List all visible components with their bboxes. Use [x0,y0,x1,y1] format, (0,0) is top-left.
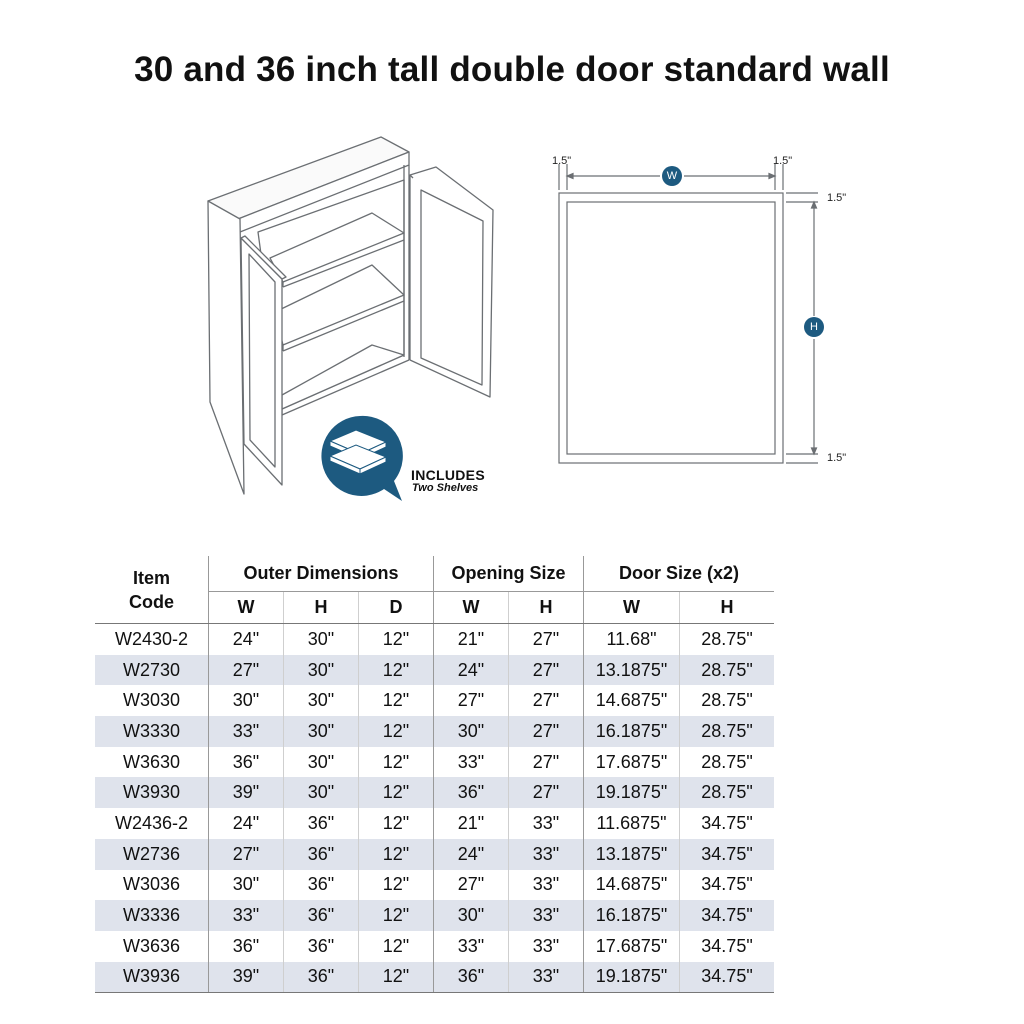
subheader-outer-d: D [359,592,434,624]
dim-right-label: 1.5" [773,155,793,167]
cell-item-code: W3030 [122,690,181,711]
cell-outer-d: 12" [359,685,434,716]
table-row [95,931,774,962]
cell-door-w: 17.6875" [584,931,680,962]
cell-door-h: 28.75" [680,624,775,655]
cell-opening-w: 33" [434,747,509,778]
cell-opening-w: 36" [434,777,509,808]
height-marker: H [804,317,824,337]
cell-opening-h: 27" [509,777,584,808]
cell-outer-h: 36" [284,839,359,870]
cell-door-w: 16.1875" [584,900,680,931]
cell-door-h: 34.75" [680,808,775,839]
table-row [95,655,774,686]
cell-outer-d: 12" [359,962,434,993]
subheader-door-w: W [584,592,680,624]
cell-outer-w: 30" [209,685,284,716]
cell-item-code: W2736 [95,839,209,870]
table-row [95,962,774,993]
cell-item-code: W2430-2 [114,628,189,649]
cell-opening-w: 33" [434,931,509,962]
cell-outer-w: 27" [209,655,284,686]
cell-door-h: 34.75" [680,900,775,931]
cell-outer-h: 36" [284,962,359,993]
cell-opening-w: 21" [434,808,509,839]
cell-item-code: W3636 [122,935,181,956]
cell-door-w: 19.1875" [584,777,680,808]
cell-outer-h: 30" [284,685,359,716]
cell-outer-h: 36" [284,900,359,931]
cell-opening-h: 27" [509,655,584,686]
table-row [95,870,774,901]
cell-outer-d: 12" [359,777,434,808]
cell-opening-h: 27" [509,747,584,778]
cell-door-h: 28.75" [680,655,775,686]
cell-opening-h: 33" [509,839,584,870]
cell-outer-w: 39" [209,777,284,808]
cell-opening-h: 33" [509,962,584,993]
cell-door-w: 14.6875" [584,870,680,901]
cell-opening-w: 21" [434,624,509,655]
cell-opening-w: 27" [434,685,509,716]
subheader-outer-h: H [284,592,359,624]
item-code-header-text: Item Code [129,567,174,612]
cell-door-w: 16.1875" [584,716,680,747]
cell-item-code: W2436-2 [114,812,189,833]
cell-opening-w: 24" [434,655,509,686]
cell-opening-h: 27" [509,716,584,747]
cell-outer-d: 12" [359,808,434,839]
cell-outer-h: 30" [284,716,359,747]
table-row [95,777,774,808]
subheader-door-h: H [680,592,775,624]
cell-opening-h: 33" [509,808,584,839]
cell-outer-d: 12" [359,900,434,931]
group-header-door: Door Size (x2) [584,556,775,592]
cell-door-h: 28.75" [680,716,775,747]
includes-sublabel: Two Shelves [412,482,479,494]
table-row [95,839,774,870]
table-row [95,624,774,655]
cell-outer-w: 36" [209,931,284,962]
includes-callout [411,468,485,494]
cell-outer-d: 12" [359,839,434,870]
cell-door-h: 34.75" [680,931,775,962]
spec-table-body [95,624,774,993]
spec-table [95,556,774,993]
cell-outer-d: 12" [359,747,434,778]
cell-item-code: W3330 [95,716,209,747]
cell-door-h: 28.75" [680,747,775,778]
cell-outer-h: 30" [284,655,359,686]
cell-item-code: W3036 [122,874,181,895]
shelves-badge-icon [321,416,402,501]
cell-opening-h: 33" [509,870,584,901]
cell-outer-d: 12" [359,870,434,901]
cell-opening-h: 27" [509,685,584,716]
cell-outer-w: 33" [209,716,284,747]
cell-door-w: 14.6875" [584,685,680,716]
cell-item-code: W2730 [95,655,209,686]
cell-outer-h: 30" [284,747,359,778]
front-view-diagram [559,164,818,463]
cell-outer-w: 24" [209,808,284,839]
table-row [95,808,774,839]
includes-label: INCLUDES [411,467,485,483]
table-row [95,747,774,778]
cell-opening-w: 36" [434,962,509,993]
cell-door-h: 34.75" [680,839,775,870]
cell-outer-h: 30" [284,624,359,655]
cell-door-h: 28.75" [680,777,775,808]
dim-bottom-label: 1.5" [827,452,847,464]
cell-opening-w: 27" [434,870,509,901]
cell-opening-w: 30" [434,900,509,931]
cell-outer-w: 27" [209,839,284,870]
table-row [95,685,774,716]
cell-outer-h: 36" [284,870,359,901]
cell-door-h: 34.75" [680,962,775,993]
cell-outer-w: 33" [209,900,284,931]
cell-opening-h: 27" [509,624,584,655]
table-row [95,900,774,931]
subheader-opening-w: W [434,592,509,624]
cell-opening-h: 33" [509,931,584,962]
cell-outer-d: 12" [359,716,434,747]
cell-door-w: 17.6875" [584,747,680,778]
subheader-opening-h: H [509,592,584,624]
cell-opening-h: 33" [509,900,584,931]
cell-door-h: 34.75" [680,870,775,901]
table-row [95,716,774,747]
cell-outer-d: 12" [359,931,434,962]
cell-door-w: 19.1875" [584,962,680,993]
cell-outer-w: 36" [209,747,284,778]
cell-outer-h: 36" [284,931,359,962]
cell-door-w: 13.1875" [584,655,680,686]
cell-outer-w: 39" [209,962,284,993]
dim-left-label: 1.5" [552,155,572,167]
cell-item-code: W3930 [95,777,209,808]
cell-item-code: W3936 [95,962,209,993]
page-title: 30 and 36 inch tall double door standard wall [134,50,890,89]
group-header-outer: Outer Dimensions [209,556,434,592]
item-code-header [95,556,209,624]
cell-opening-w: 30" [434,716,509,747]
cell-item-code: W3336 [95,900,209,931]
cell-door-w: 11.6875" [584,808,680,839]
cell-outer-w: 24" [209,624,284,655]
cell-door-w: 13.1875" [584,839,680,870]
cell-door-h: 28.75" [680,685,775,716]
cell-outer-w: 30" [209,870,284,901]
cell-door-w: 11.68" [584,624,680,655]
dim-top-label: 1.5" [827,192,847,204]
cell-item-code: W3630 [122,751,181,772]
cell-outer-h: 30" [284,777,359,808]
subheader-outer-w: W [209,592,284,624]
width-marker: W [662,166,682,186]
cell-outer-d: 12" [359,655,434,686]
cell-outer-d: 12" [359,624,434,655]
group-header-opening: Opening Size [434,556,584,592]
cell-outer-h: 36" [284,808,359,839]
cell-opening-w: 24" [434,839,509,870]
